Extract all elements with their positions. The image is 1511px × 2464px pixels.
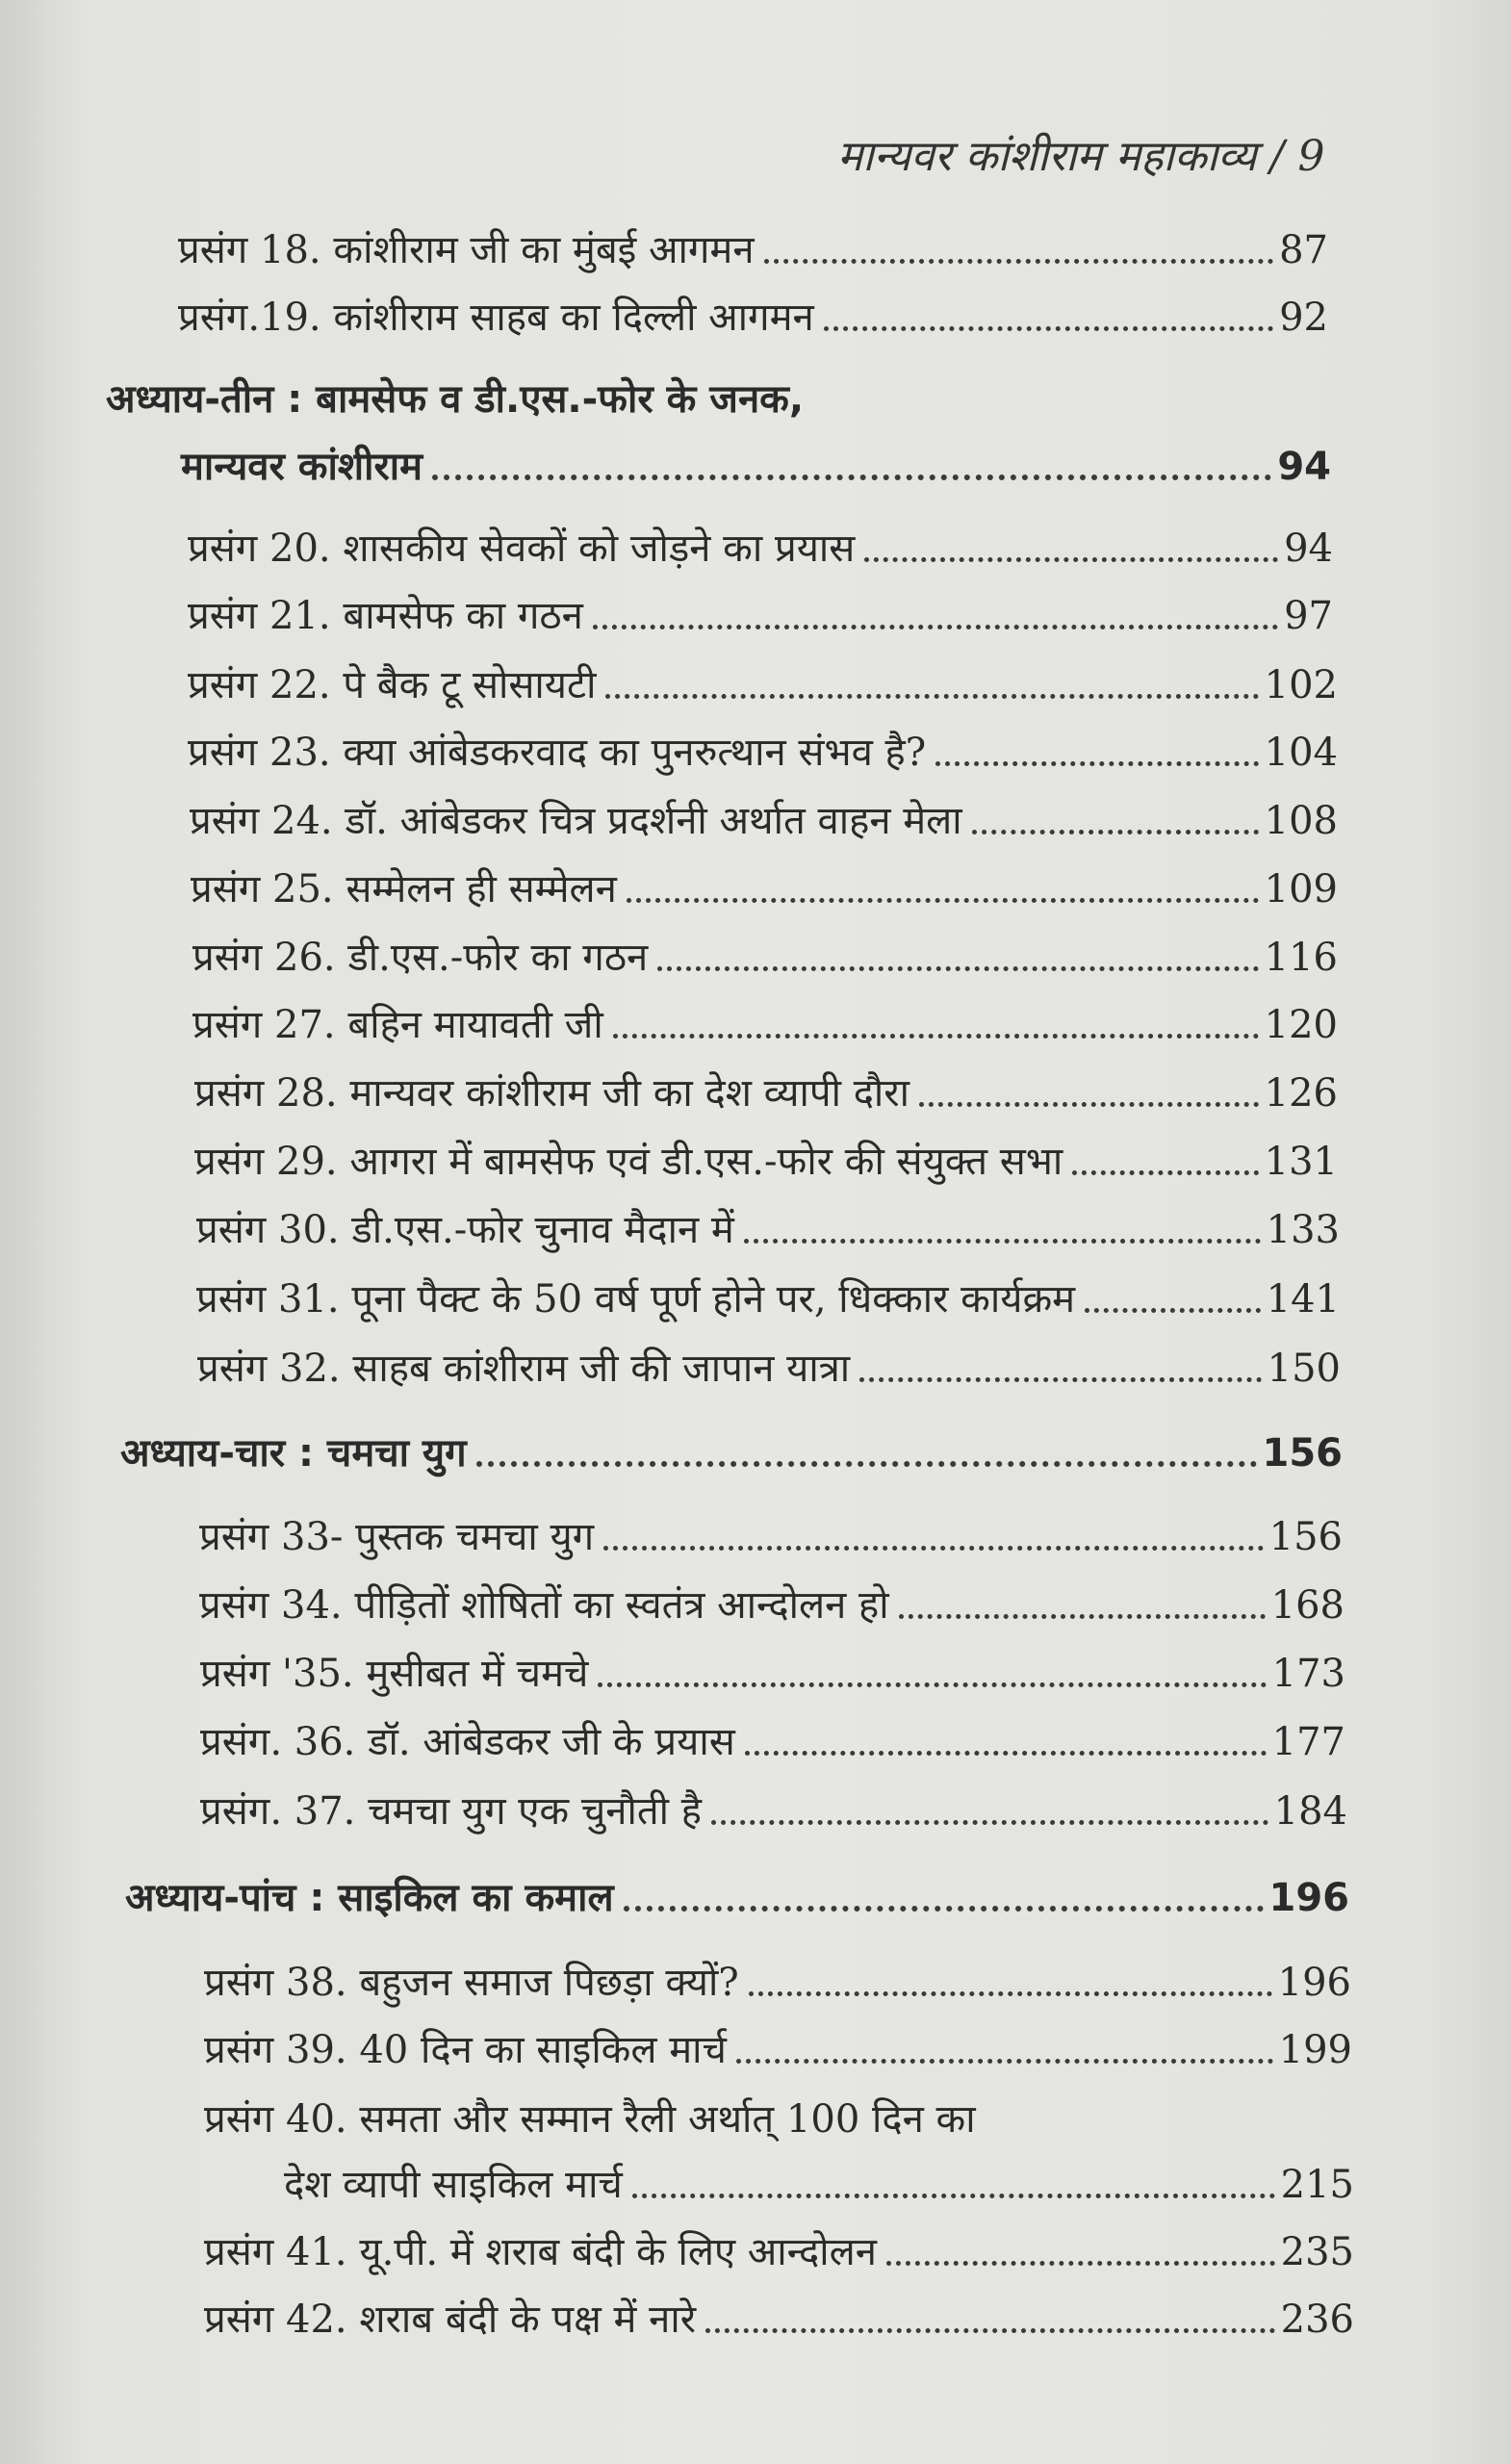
leader-dots <box>627 898 1259 903</box>
chapter-entry <box>125 1869 1349 1927</box>
chapter-heading: अध्याय-तीन : बामसेफ व डी.एस.-फोर के जनक, <box>106 377 805 422</box>
entry-page: 236 <box>1280 2297 1354 2342</box>
toc-entry <box>204 2291 1354 2348</box>
entry-title: प्रसंग 20. शासकीय सेवकों को जोड़ने का प्रयास <box>188 526 856 571</box>
leader-dots <box>432 475 1271 480</box>
leader-dots <box>749 1991 1272 1996</box>
toc-entry <box>188 656 1338 714</box>
leader-dots <box>603 1546 1263 1551</box>
toc-entry <box>178 221 1328 279</box>
entry-page: 104 <box>1264 731 1338 775</box>
entry-title: प्रसंग 33- पुस्तक चमचा युग <box>199 1515 595 1559</box>
toc-entry <box>199 1508 1343 1566</box>
entry-title: प्रसंग 27. बहिन मायावती जी <box>192 1003 603 1047</box>
chapter-page: 94 <box>1277 445 1331 489</box>
entry-page: 156 <box>1268 1515 1343 1559</box>
leader-dots <box>1072 1170 1258 1175</box>
toc-entry <box>192 996 1338 1054</box>
leader-dots <box>764 259 1274 264</box>
leader-dots <box>859 1377 1262 1382</box>
entry-title: प्रसंग 28. मान्यवर कांशीराम जी का देश व्यापी दौरा <box>194 1071 910 1116</box>
toc-entry <box>200 1783 1347 1840</box>
entry-title: प्रसंग 39. 40 दिन का साइकिल मार्च <box>204 2028 727 2072</box>
entry-title: प्रसंग 29. आगरा में बामसेफ एवं डी.एस.-फोर की संयुक्त सभा <box>194 1140 1063 1184</box>
entry-page: 126 <box>1264 1071 1338 1116</box>
entry-title: प्रसंग 41. यू.पी. में शराब बंदी के लिए आन्दोलन <box>204 2230 877 2274</box>
toc-entry <box>188 520 1333 578</box>
toc-entry <box>191 860 1338 918</box>
entry-title-line: प्रसंग 40. समता और सम्मान रैली अर्थात् 100 दिन का <box>204 2097 976 2142</box>
toc-entry <box>199 1577 1345 1634</box>
toc-entry <box>188 724 1338 782</box>
entry-title: प्रसंग 18. कांशीराम जी का मुंबई आगमन <box>178 228 755 272</box>
leader-dots <box>899 1614 1266 1619</box>
chapter-title: अध्याय-चार : चमचा युग <box>120 1431 467 1476</box>
leader-dots <box>476 1461 1257 1467</box>
leader-dots <box>624 1906 1264 1912</box>
entry-page: 131 <box>1264 1140 1338 1184</box>
chapter-entry <box>120 1424 1343 1482</box>
leader-dots <box>744 1239 1261 1244</box>
toc-entry <box>194 1133 1338 1191</box>
entry-page: 109 <box>1264 867 1338 911</box>
entry-page: 177 <box>1271 1720 1345 1764</box>
entry-title: प्रसंग 32. साहब कांशीराम जी की जापान यात्रा <box>197 1347 851 1391</box>
leader-dots <box>736 2059 1273 2064</box>
leader-dots <box>705 2328 1275 2333</box>
leader-dots <box>919 1102 1259 1107</box>
chapter-page: 196 <box>1268 1876 1349 1920</box>
running-head: मान्यवर कांशीराम महाकाव्य / 9 <box>837 132 1325 181</box>
entry-title: प्रसंग 38. बहुजन समाज पिछड़ा क्यों? <box>204 1961 739 2005</box>
entry-page: 97 <box>1284 594 1333 638</box>
entry-title: प्रसंग 23. क्या आंबेडकरवाद का पुनरुत्थान संभव है? <box>188 731 927 775</box>
entry-title: प्रसंग '35. मुसीबत में चमचे <box>200 1652 589 1696</box>
entry-title: प्रसंग 22. पे बैक टू सोसायटी <box>188 663 597 707</box>
leader-dots <box>632 2194 1275 2198</box>
toc-entry <box>192 929 1338 987</box>
entry-title: प्रसंग 31. पूना पैक्ट के 50 वर्ष पूर्ण होने पर, धिक्कार कार्यक्रम <box>196 1277 1076 1322</box>
entry-page: 196 <box>1277 1961 1351 2005</box>
toc-entry <box>284 2156 1354 2214</box>
leader-dots <box>711 1820 1268 1825</box>
toc-entry <box>204 2223 1354 2281</box>
toc-entry <box>197 1340 1341 1398</box>
entry-title: प्रसंग 21. बामसेफ का गठन <box>188 594 583 638</box>
entry-page: 94 <box>1284 526 1333 571</box>
toc-entry <box>204 2021 1352 2079</box>
toc-entry <box>204 1954 1351 2012</box>
leader-dots <box>657 966 1258 971</box>
toc-entry <box>196 1201 1340 1259</box>
entry-page: 199 <box>1278 2028 1352 2072</box>
entry-page: 102 <box>1264 663 1338 707</box>
entry-page: 150 <box>1267 1347 1341 1391</box>
leader-dots <box>935 761 1258 766</box>
toc-entry <box>196 1270 1340 1328</box>
entry-title: प्रसंग 42. शराब बंदी के पक्ष में नारे <box>204 2297 697 2342</box>
entry-page: 108 <box>1264 799 1338 843</box>
leader-dots <box>605 694 1258 699</box>
entry-page: 92 <box>1279 295 1328 340</box>
leader-dots <box>598 1682 1266 1687</box>
chapter-title: मान्यवर कांशीराम <box>181 445 423 489</box>
leader-dots <box>824 326 1273 331</box>
entry-page: 168 <box>1270 1583 1345 1628</box>
toc-entry <box>200 1713 1345 1771</box>
entry-page: 133 <box>1266 1208 1340 1252</box>
chapter-title: अध्याय-पांच : साइकिल का कमाल <box>125 1876 614 1920</box>
toc-entry <box>200 1645 1345 1703</box>
entry-page: 235 <box>1280 2230 1354 2274</box>
entry-title: देश व्यापी साइकिल मार्च <box>284 2163 623 2207</box>
entry-page: 87 <box>1279 228 1328 272</box>
toc-entry <box>178 289 1328 346</box>
chapter-entry <box>181 438 1331 496</box>
entry-page: 120 <box>1264 1003 1338 1047</box>
entry-title: प्रसंग. 37. चमचा युग एक चुनौती है <box>200 1789 702 1834</box>
entry-page: 215 <box>1280 2163 1354 2207</box>
entry-title: प्रसंग 34. पीड़ितों शोषितों का स्वतंत्र आन्दोलन हो <box>199 1583 889 1628</box>
toc-entry <box>194 1065 1338 1122</box>
entry-page: 184 <box>1273 1789 1347 1834</box>
entry-title: प्रसंग 25. सम्मेलन ही सम्मेलन <box>191 867 617 911</box>
entry-title: प्रसंग 26. डी.एस.-फोर का गठन <box>192 936 649 980</box>
entry-page: 141 <box>1266 1277 1340 1322</box>
leader-dots <box>593 625 1278 629</box>
leader-dots <box>886 2261 1275 2266</box>
entry-title: प्रसंग 24. डॉ. आंबेडकर चित्र प्रदर्शनी अर्थात वाहन मेला <box>190 799 962 843</box>
entry-title: प्रसंग.19. कांशीराम साहब का दिल्ली आगमन <box>178 295 814 340</box>
entry-page: 173 <box>1271 1652 1345 1696</box>
leader-dots <box>1085 1308 1261 1313</box>
chapter-page: 156 <box>1262 1431 1343 1476</box>
leader-dots <box>613 1034 1259 1039</box>
entry-title: प्रसंग 30. डी.एस.-फोर चुनाव मैदान में <box>196 1208 734 1252</box>
leader-dots <box>745 1751 1267 1756</box>
leader-dots <box>972 830 1259 834</box>
leader-dots <box>864 557 1278 562</box>
entry-title: प्रसंग. 36. डॉ. आंबेडकर जी के प्रयास <box>200 1720 735 1764</box>
toc-entry <box>188 587 1333 645</box>
toc-entry <box>190 792 1338 850</box>
entry-page: 116 <box>1264 936 1338 980</box>
